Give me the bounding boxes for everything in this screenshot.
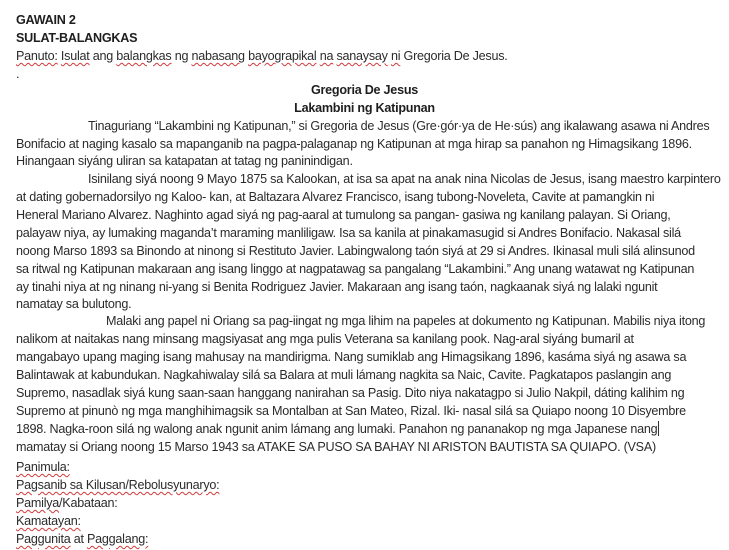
instruction-word: balangkas (116, 49, 172, 63)
article-line: Balintawak at kabundukan. Nagkahiwalay silá sa Balara at muli lámang nagkita sa Naic, Cavite. Pagkatapos paslangin ang (16, 368, 672, 382)
article-line: palayaw niya, ay lumaking maganda’t maraming manliligaw. Isa sa kanila at pinakamasugid si Andres Bonifacio. Nakasal silá (16, 226, 681, 240)
instruction-label: Panuto: (16, 49, 58, 63)
article-line: Malaki ang papel ni Oriang sa pag-iingat ng mga lihim na papeles at dokumento ng Katipunan. Mabilis niya itong (106, 314, 706, 328)
instruction-word: Isulat (60, 49, 90, 63)
instruction-word: nabasang (191, 49, 245, 63)
outline-label-rest: /Kabataan: (59, 496, 118, 510)
article-line (16, 420, 659, 438)
article-line: Supremo, nasadlak siyá kung saan-saan hanggang nanirahan sa Pasig. Dito niya nakatagpo si Julio Nakpil, dáting kalihim ng (16, 386, 685, 400)
article-line: Isinilang siyá noong 9 Mayo 1875 sa Kalookan, at isa sa apat na anak nina Nicolas de Jesus, isang maestro karpintero (88, 172, 721, 186)
article-line: at dating gobernadorsilyo ng Kaloo- kan, at Baltazara Alvarez Francisco, isang tubong-Noveleta, Cavite at pamangkin ni (16, 190, 655, 204)
article-line: nalikom at naitakas nang minsang magsiyasat ang mga pulis Veterana sa kanilang pook. Nag-aral siyáng bumaril at (16, 332, 634, 346)
article-line: Hinangaan siyáng uliran sa katapatan at tatag ng paninindigan. (16, 154, 353, 168)
instruction-text: ng (171, 49, 192, 63)
article-line: Bonifacio at naging kasalo sa mapanganib na pagpa-palaganap ng Katipunan at mga hirap sa panahon ng Himagsikang 1896. (16, 137, 692, 151)
article-line-text: 1898. Nagka-roon silá ng walong anak ngunit anim lámang ang lumaki. Panahon ng pananakop ng mga Japanese nang (16, 422, 658, 436)
instruction-word: na (319, 49, 334, 63)
article-line: sa ritwal ng Katipunan makaraan ang isang linggo at nagpatawag sa pangalang “Lakambini.” Ang unang watawat ng Katipunan (16, 262, 695, 276)
outline-item-panimula[interactable] (16, 458, 70, 476)
activity-heading: GAWAIN 2 (16, 13, 76, 27)
outline-item-pagsanib[interactable] (16, 476, 219, 494)
instruction-word: bayograpikal (248, 49, 317, 63)
empty-paragraph-dot: . (16, 67, 20, 81)
outline-label: Pamilya (16, 496, 60, 510)
outline-item-kamatayan[interactable] (16, 512, 81, 530)
outline-label-rest: at (70, 532, 87, 546)
article-line: ay tinahi niya at ng ninang ni-yang si Benita Rodriguez Javier. Makaraan ang isang taón, nagkaanak siyá ng lalaki ngunit (16, 280, 658, 294)
article-line: Tinaguriang “Lakambini ng Katipunan,” si Gregoria de Jesus (Gre·gór·ya de He·sús) ang ikalawang asawa ni Andres (88, 119, 710, 133)
activity-subtitle: SULAT-BALANGKAS (16, 31, 138, 45)
instruction-text: ang (89, 49, 117, 63)
outline-item-pamilya[interactable] (16, 494, 117, 512)
article-line: namatay sa bulutong. (16, 297, 132, 311)
instruction-word: ni (390, 49, 401, 63)
article-line: Heneral Mariano Alvarez. Naghinto agad siyá ng pag-aaral at tumulong sa pangan- gasiwa ng kanilang palayan. Si Oriang, (16, 208, 671, 222)
outline-label: Kamatayan: (16, 514, 81, 528)
outline-label: Pagsanib sa Kilusan/Rebolusyunaryo: (16, 478, 220, 492)
text-cursor (658, 421, 659, 436)
article-line: Supremo at pinunò ng mga manghihimagsik sa Montalban at San Mateo, Rizal. Iki- nasal silá sa Quiapo noong 10 Disyembre (16, 404, 686, 418)
outline-label: Paggalang: (87, 532, 149, 546)
instruction-word: sanaysay (336, 49, 388, 63)
article-line: mamatay si Oriang noong 15 Marso 1943 sa ATAKE SA PUSO SA BAHAY NI ARISTON BAUTISTA SA QUIAPO. (VSA) (16, 440, 656, 454)
outline-label: Paggunita (16, 532, 71, 546)
instruction-text: Gregoria De Jesus. (400, 49, 508, 63)
article-line: noong Marso 1893 sa Binondo at ninong si Restituto Javier. Labingwalong taón siyá at 29 si Andres. Ikinasal muli silá alinsunod (16, 244, 695, 258)
article-line: mangabayo upang maging isang mahusay na mandirigma. Nang sumiklab ang Himagsikang 1896, kasáma siyá ng asawa sa (16, 350, 687, 364)
article-subtitle: Lakambini ng Katipunan (294, 101, 435, 115)
article-title: Gregoria De Jesus (310, 83, 419, 97)
instruction-line (16, 47, 508, 65)
outline-label: Panimula: (16, 460, 70, 474)
outline-item-paggunita[interactable] (16, 530, 148, 548)
